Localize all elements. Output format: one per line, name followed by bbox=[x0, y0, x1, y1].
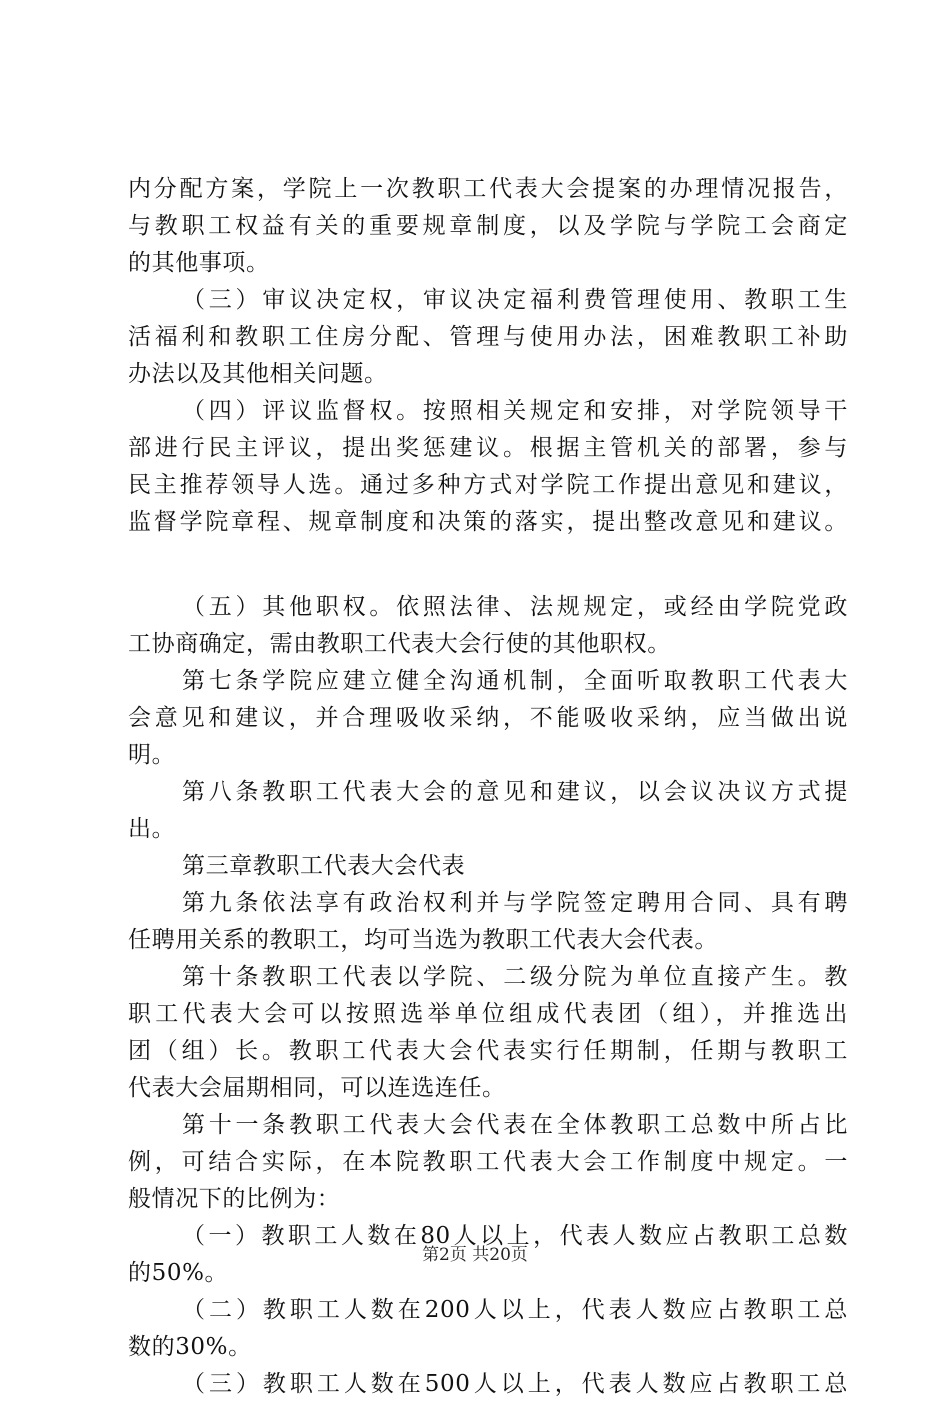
text-line: （三）审议决定权，审议决定福利费管理使用、教职工生 bbox=[182, 287, 848, 313]
chapter-heading: 第三章教职工代表大会代表 bbox=[182, 853, 466, 879]
text-line: 部进行民主评议，提出奖惩建议。根据主管机关的部署，参与 bbox=[128, 435, 848, 461]
text-line: 出。 bbox=[128, 816, 176, 842]
text-line: （五）其他职权。依照法律、法规规定，或经由学院党政 bbox=[182, 594, 848, 620]
text-line: 民主推荐领导人选。通过多种方式对学院工作提出意见和建议， bbox=[128, 472, 848, 498]
text-line: （三）教职工人数在500人以上，代表人数应占教职工总 bbox=[182, 1371, 848, 1397]
page-number-footer: 第2页 共20页 bbox=[422, 1245, 528, 1265]
text-line: 第十一条教职工代表大会代表在全体教职工总数中所占比 bbox=[182, 1112, 848, 1138]
text-line: 的50%。 bbox=[128, 1260, 229, 1286]
text-line: 工协商确定，需由教职工代表大会行使的其他职权。 bbox=[128, 631, 671, 657]
document-body bbox=[128, 171, 848, 1403]
text-line: 般情况下的比例为： bbox=[128, 1186, 341, 1212]
text-line: 第十条教职工代表以学院、二级分院为单位直接产生。教 bbox=[182, 964, 848, 990]
text-line: 的其他事项。 bbox=[128, 250, 270, 276]
text-line: 内分配方案，学院上一次教职工代表大会提案的办理情况报告， bbox=[128, 176, 848, 202]
text-line: 第八条教职工代表大会的意见和建议，以会议决议方式提 bbox=[182, 779, 848, 805]
text-line: 明。 bbox=[128, 742, 176, 768]
text-line: 第七条学院应建立健全沟通机制，全面听取教职工代表大 bbox=[182, 668, 848, 694]
text-line: 代表大会届期相同，可以连选连任。 bbox=[128, 1075, 506, 1101]
text-line: 团（组）长。教职工代表大会代表实行任期制，任期与教职工 bbox=[128, 1038, 848, 1064]
text-line: 第九条依法享有政治权利并与学院签定聘用合同、具有聘 bbox=[182, 890, 848, 916]
paragraph-gap bbox=[128, 541, 848, 589]
text-line: 会意见和建议，并合理吸收采纳，不能吸收采纳，应当做出说 bbox=[128, 705, 848, 731]
text-line: 办法以及其他相关问题。 bbox=[128, 361, 388, 387]
text-line: （四）评议监督权。按照相关规定和安排，对学院领导干 bbox=[182, 398, 848, 424]
text-line: 数的30%。 bbox=[128, 1334, 252, 1360]
text-line: （一）教职工人数在80人以上，代表人数应占教职工总数 bbox=[182, 1223, 848, 1249]
text-line: 活福利和教职工住房分配、管理与使用办法，困难教职工补助 bbox=[128, 324, 848, 350]
text-line: 例，可结合实际，在本院教职工代表大会工作制度中规定。一 bbox=[128, 1149, 848, 1175]
text-line: 任聘用关系的教职工，均可当选为教职工代表大会代表。 bbox=[128, 927, 718, 953]
text-line: 职工代表大会可以按照选举单位组成代表团（组），并推选出 bbox=[128, 1001, 848, 1027]
text-line: 与教职工权益有关的重要规章制度，以及学院与学院工会商定 bbox=[128, 213, 848, 239]
text-line: （二）教职工人数在200人以上，代表人数应占教职工总 bbox=[182, 1297, 848, 1323]
text-line: 监督学院章程、规章制度和决策的落实，提出整改意见和建议。 bbox=[128, 509, 848, 535]
